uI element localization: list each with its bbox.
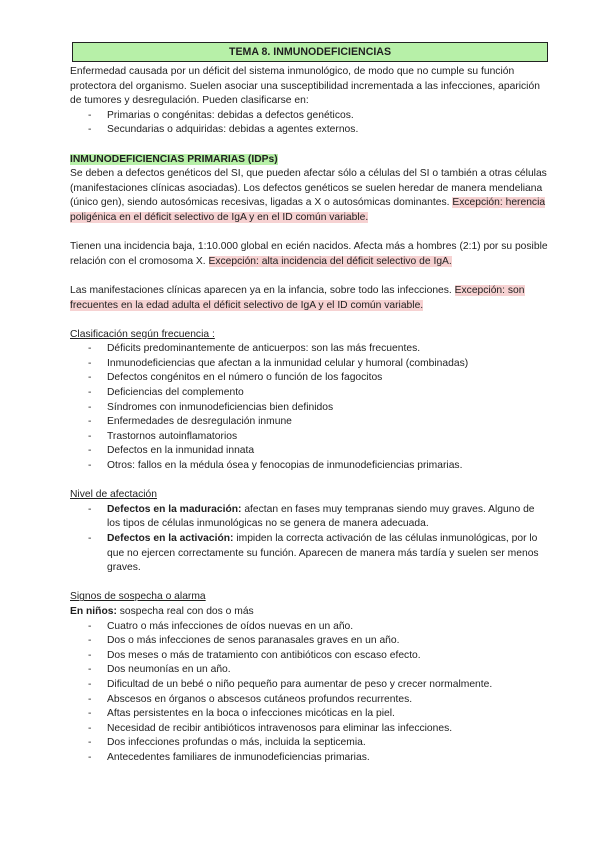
frequency-list (70, 342, 548, 473)
list-item: - Defectos congénitos en el número o función de los fagocitos (70, 371, 548, 386)
classification-list (70, 109, 548, 138)
page-title: TEMA 8. INMUNODEFICIENCIAS (72, 42, 548, 62)
incidence-paragraph: Tienen una incidencia baja, 1:10.000 global en ecién nacidos. Afecta más a hombres (2:1) por su posible relación con el cromosoma X. Excepción: alta incidencia del déficit selectivo de IgA. (70, 241, 548, 267)
list-item: - Dos meses o más de tratamiento con antibióticos con escaso efecto. (70, 649, 548, 664)
list-item: - Enfermedades de desregulación inmune (70, 415, 548, 430)
list-item: - Secundarias o adquiridas: debidas a agentes externos. (70, 123, 548, 138)
list-item: - Síndromes con inmunodeficiencias bien definidos (70, 401, 548, 416)
manifestations-paragraph: Las manifestaciones clínicas aparecen ya en la infancia, sobre todo las infecciones. Excepción: son frecuentes en la edad adulta el déficit selectivo de IgA y el ID común variable. (70, 284, 525, 311)
list-item: - Defectos en la maduración: afectan en fases muy tempranas siendo muy graves. Alguno de los tipos de células inmunológicas no se genera de manera adecuada. (70, 503, 548, 532)
exception-highlight: Excepción: alta incidencia del déficit selectivo de IgA. (208, 255, 452, 267)
list-item: - Antecedentes familiares de inmunodeficiencias primarias. (70, 751, 548, 766)
list-item: - Otros: fallos en la médula ósea y fenocopias de inmunodeficiencias primarias. (70, 459, 548, 474)
level-heading: Nivel de afectación (70, 489, 158, 501)
frequency-heading: Clasificación según frecuencia : (70, 328, 215, 340)
list-item: - Necesidad de recibir antibióticos intravenosos para eliminar las infecciones. (70, 722, 548, 737)
list-item: - Defectos en la activación: impiden la correcta activación de las células inmunológicas, por lo que no ejercen correctamente su función. Aparecen de manera más tardía y suelen ser menos graves. (70, 532, 548, 576)
intro-paragraph: Enfermedad causada por un déficit del sistema inmunológico, de modo que no cumple su función protectora del organismo. Suelen asociar una susceptibilidad incrementada a las infecciones, aparición de tumores y desregulación. Pueden clasificarse en: (70, 66, 540, 107)
signs-list (70, 620, 548, 766)
list-item: - Dos o más infecciones de senos paranasales graves en un año. (70, 634, 548, 649)
list-item: - Cuatro o más infecciones de oídos nuevas en un año. (70, 620, 548, 635)
exception-highlight: Excepción: son frecuentes en la edad adulta el déficit selectivo de IgA y el ID común variable. (70, 284, 525, 311)
list-item: - Abscesos en órganos o abscesos cutáneos profundos recurrentes. (70, 693, 548, 708)
list-item: - Primarias o congénitas: debidas a defectos genéticos. (70, 109, 548, 124)
list-item: - Aftas persistentes en la boca o infecciones micóticas en la piel. (70, 707, 548, 722)
list-item: - Trastornos autoinflamatorios (70, 430, 548, 445)
list-item: - Dos neumonías en un año. (70, 663, 548, 678)
list-item: - Déficits predominantemente de anticuerpos: son las más frecuentes. (70, 342, 548, 357)
section-heading: INMUNODEFICIENCIAS PRIMARIAS (IDPs) (70, 153, 278, 165)
list-item: - Inmunodeficiencias que afectan a la inmunidad celular y humoral (combinadas) (70, 357, 548, 372)
document-page (70, 42, 548, 766)
list-item: - Deficiencias del complemento (70, 386, 548, 401)
signs-heading: Signos de sospecha o alarma (70, 591, 206, 603)
genetics-paragraph: Se deben a defectos genéticos del SI, que pueden afectar sólo a células del SI o también a otras células (manifestaciones clínicas asociadas). Los defectos genéticos se suelen heredar de manera mendeliana (único gen), siendo autosómicas recesivas, ligadas a X o autosómicas dominantes. Excepción: herencia poligénica en el déficit selectivo de IgA y en el ID común variable. (70, 168, 547, 223)
children-subheading: En niños: sospecha real con dos o más (70, 605, 254, 617)
list-item: - Defectos en la inmunidad innata (70, 444, 548, 459)
exception-highlight: Excepción: herencia poligénica en el déficit selectivo de IgA y en el ID común variable. (70, 197, 546, 223)
list-item: - Dos infecciones profundas o más, incluida la septicemia. (70, 736, 548, 751)
level-list (70, 503, 548, 576)
list-item: - Dificultad de un bebé o niño pequeño para aumentar de peso y crecer normalmente. (70, 678, 548, 693)
